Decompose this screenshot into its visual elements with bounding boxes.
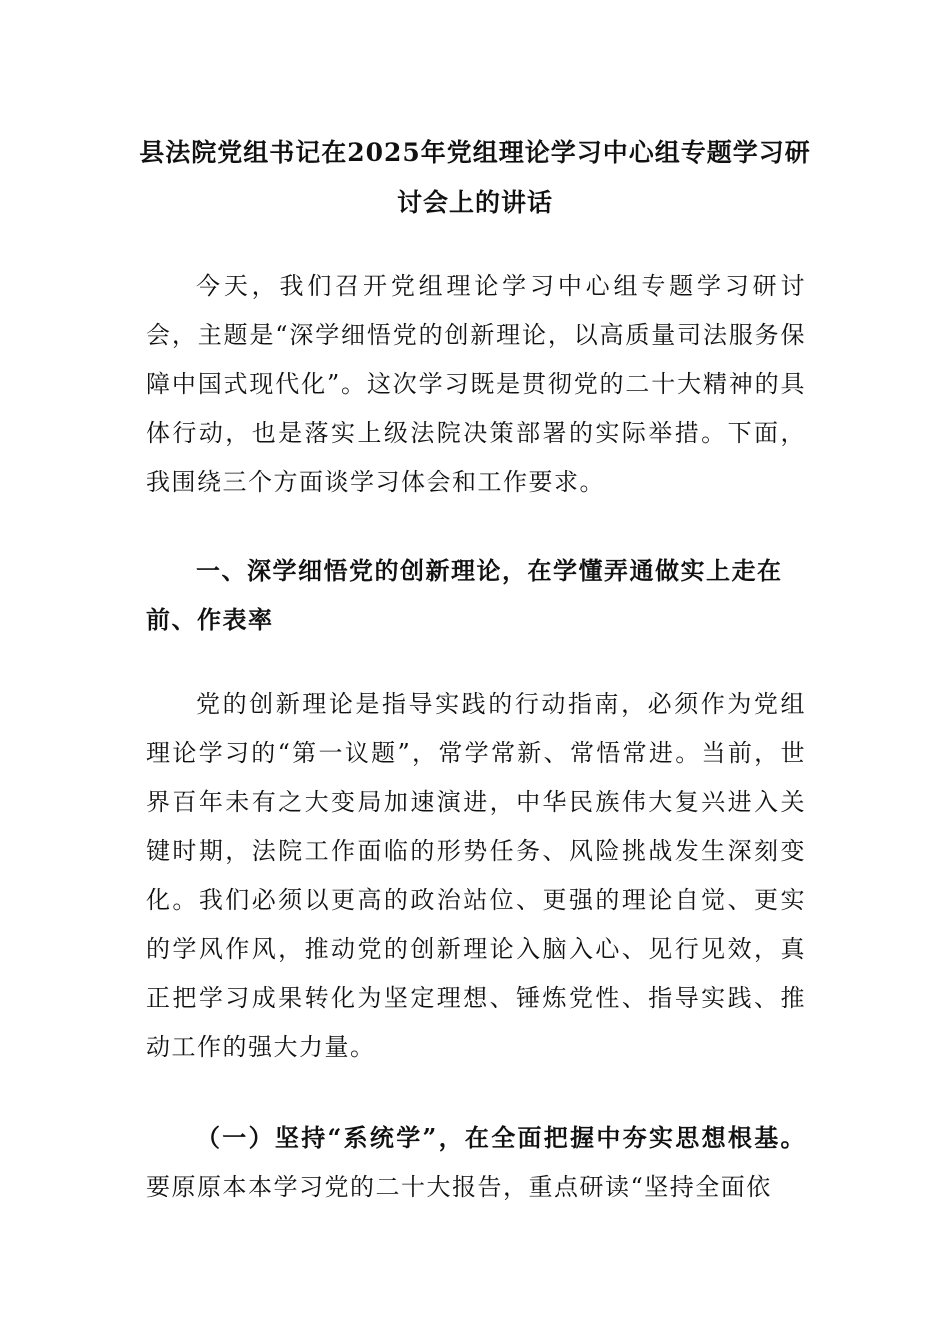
document-title: 县法院党组书记在2025年党组理论学习中心组专题学习研讨会上的讲话 bbox=[139, 138, 811, 217]
subsection-1-heading: （一）坚持“系统学”，在全面把握中夯实思想根基。 bbox=[196, 1123, 806, 1152]
subsection-1-paragraph bbox=[146, 1113, 806, 1212]
section-1-paragraph: 党的创新理论是指导实践的行动指南，必须作为党组理论学习的“第一议题”，常学常新、常悟常进。当前，世界百年未有之大变局加速演进，中华民族伟大复兴进入关键时期，法院工作面临的形势任务、风险挑战发生深刻变化。我们必须以更高的政治站位、更强的理论自觉、更实的学风作风，推动党的创新理论入脑入心、见行见效，真正把学习成果转化为坚定理想、锤炼党性、指导实践、推动工作的强大力量。 bbox=[146, 690, 806, 1061]
subsection-1-text: 要原原本本学习党的二十大报告，重点研读“坚持全面依 bbox=[146, 1173, 772, 1201]
section-1-heading: 一、深学细悟党的创新理论，在学懂弄通做实上走在前、作表率 bbox=[146, 556, 783, 634]
intro-paragraph: 今天，我们召开党组理论学习中心组专题学习研讨会，主题是“深学细悟党的创新理论，以高质量司法服务保障中国式现代化”。这次学习既是贯彻党的二十大精神的具体行动，也是落实上级法院决策部署的实际举措。下面，我围绕三个方面谈学习体会和工作要求。 bbox=[146, 272, 806, 496]
